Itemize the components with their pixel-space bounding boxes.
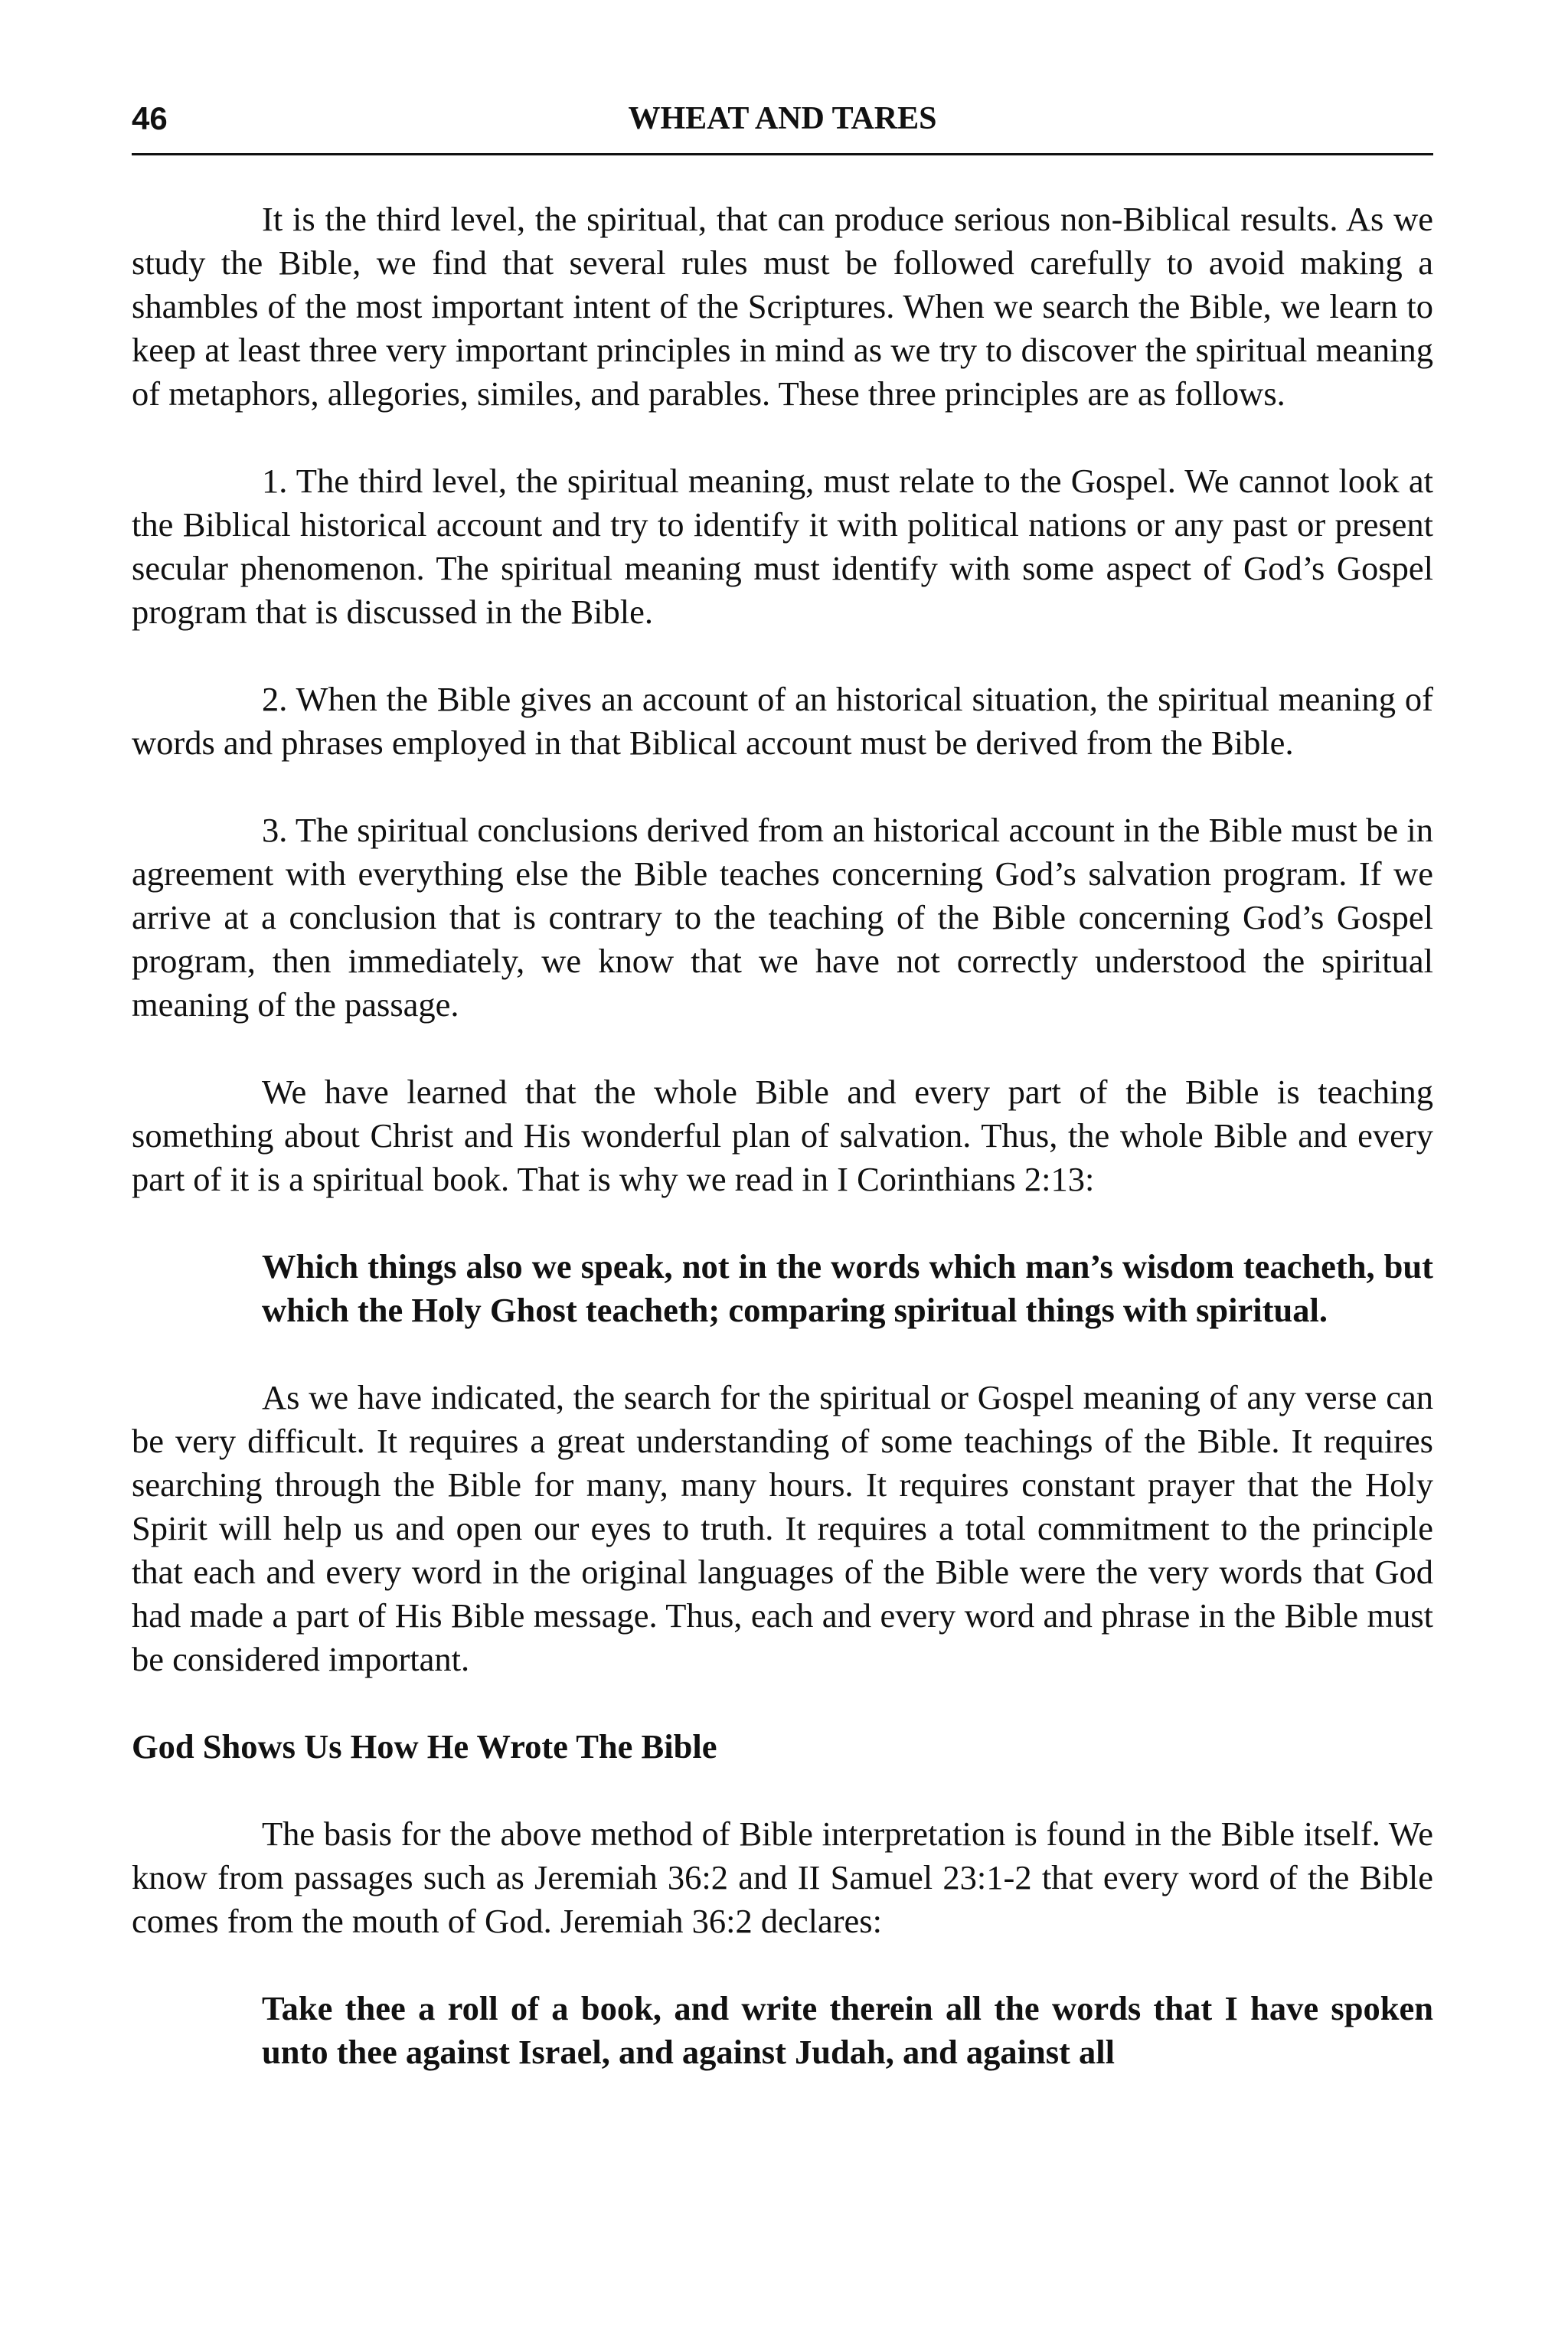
- principle-one: 1. The third level, the spiritual meaning, must relate to the Gospel. We cannot look at the Biblical historical account and try to identify it with political nations or any past or present secular phenomenon. The spiritual meaning must identify with some aspect of God’s Gospel program that is discussed in the Bible.: [132, 462, 1433, 631]
- page-body: [132, 198, 1433, 2074]
- page-number: 46: [132, 100, 168, 136]
- principle-two: 2. When the Bible gives an account of an historical situation, the spiritual meaning of words and phrases employed in that Biblical account must be derived from the Bible.: [132, 680, 1433, 762]
- paragraph-spiritual-book: We have learned that the whole Bible and every part of the Bible is teaching something about Christ and His wonderful plan of salvation. Thus, the whole Bible and every part of it is a spiritual book. That is why we read in I Corinthians 2:13:: [132, 1073, 1433, 1198]
- section-heading: God Shows Us How He Wrote The Bible: [132, 1727, 717, 1766]
- paragraph-basis: The basis for the above method of Bible interpretation is found in the Bible itself. We know from passages such as Jeremiah 36:2 and II Samuel 23:1-2 that every word of the Bible comes from the mouth of God. Jeremiah 36:2 declares:: [132, 1815, 1433, 1940]
- block-quote-corinthians: Which things also we speak, not in the words which man’s wisdom teacheth, but which the Holy Ghost teacheth; comparing spiritual things with spiritual.: [262, 1247, 1433, 1329]
- running-title: WHEAT AND TARES: [628, 101, 937, 136]
- principle-three: 3. The spiritual conclusions derived from an historical account in the Bible must be in agreement with everything else the Bible teaches concerning God’s salvation program. If we arrive at a conclusion that is contrary to the teaching of the Bible concerning God’s Gospel program, then immediately, we know that we have not correctly understood the spiritual meaning of the passage.: [132, 811, 1433, 1024]
- paragraph-third-level: It is the third level, the spiritual, that can produce serious non-Biblical results. As we study the Bible, we find that several rules must be followed carefully to avoid making a shambles of the most important intent of the Scriptures. When we search the Bible, we learn to keep at least three very important principles in mind as we try to discover the spiritual meaning of metaphors, allegories, similes, and parables. These three principles are as follows.: [132, 200, 1433, 413]
- paragraph-search-difficulty: As we have indicated, the search for the spiritual or Gospel meaning of any verse can be very difficult. It requires a great understanding of some teachings of the Bible. It requires searching through the Bible for many, many hours. It requires constant prayer that the Holy Spirit will help us and open our eyes to truth. It requires a total commitment to the principle that each and every word in the original languages of the Bible were the very words that God had made a part of His Bible message. Thus, each and every word and phrase in the Bible must be considered important.: [132, 1378, 1433, 1678]
- block-quote-jeremiah: Take thee a roll of a book, and write therein all the words that I have spoken unto thee against Israel, and against Judah, and against all: [262, 1989, 1433, 2071]
- page-header: [132, 93, 1433, 155]
